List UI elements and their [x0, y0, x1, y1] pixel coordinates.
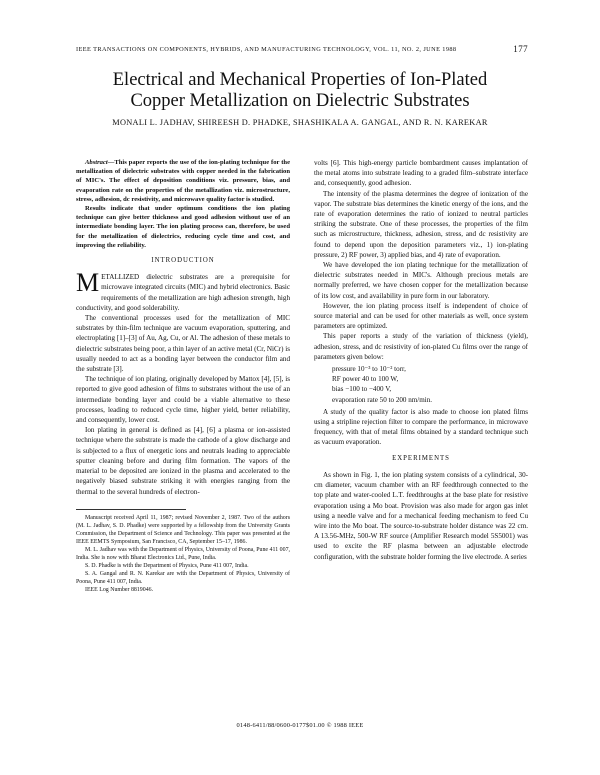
- parameter-item: bias −100 to −400 V,: [332, 385, 392, 394]
- abstract: [76, 158, 290, 250]
- abstract-text: This paper reports the use of the ion-plating technique for the metallization of dielectric substrates with copper needed in the fabrication of MIC's. The effect of deposition conditions viz. pressure, bias, and evaporation rate on the properties of the metallization viz. microstructure, stress, adhesion, dc resistivity, and microwave quality factor is studied.: [76, 159, 290, 203]
- author-list: MONALI L. JADHAV, SHIREESH D. PHADKE, SHASHIKALA A. GANGAL, AND R. N. KAREKAR: [112, 118, 488, 127]
- copyright-footer: 0148-6411/88/0600-0177$01.00 © 1988 IEEE: [236, 722, 364, 729]
- footnote: Manuscript received April 11, 1987; revised November 2, 1987. Two of the authors (M. L. Jadhav, S. D. Phadke) were supported by a fellowship from the University Grants Commission, the Department of Science and Technology. This paper was presented at the IEEE EEMTS Symposium, San Francisco, CA, September 15–17, 1986.: [76, 514, 290, 545]
- parameter-item: evaporation rate 50 to 200 nm/min.: [332, 395, 433, 404]
- right-paragraph-2: The intensity of the plasma determines the degree of ionization of the vapor. The substrate bias determines the kinetic energy of the ions, and the rate of evaporation determines the ratio of ionized to neutral particles striking the substrate. One of these processes, the properties of the film such as microstructure, thickness, adhesion, stress, and dc resistivity are found to depend upon the deposition parameters viz., 1) ion-plating pressure, 2) RF power, 3) applied bias, and 4) rate of evaporation.: [314, 189, 528, 259]
- abstract-text-2: Results indicate that under optimum conditions the ion plating technique can give better thickness and good adhesion without use of an intermediate bonding layer. The ion plating process can, therefore, be used for the metallization of dielectrics, reducing cycle time and cost, and improving the reliability.: [76, 205, 290, 249]
- intro-paragraph-2: The conventional processes used for the metallization of MIC substrates by thin-film technique are vacuum evaporation, sputtering, and electroplating [1]–[3] of Au, Ag, Cu, or Al. The adhesion of these metals to dielectric substrates being poor, a thin layer of an active metal (Cr, NiCr) is usually needed to act as a bonding layer between the conductor film and the substrate [3].: [76, 314, 290, 374]
- footnote: S. D. Phadke is with the Department of Physics, Pune 411 007, India.: [85, 562, 249, 569]
- right-column: [314, 158, 528, 562]
- footnote: IEEE Log Number 8819046.: [85, 586, 154, 593]
- running-header: [76, 44, 528, 56]
- parameter-list: [314, 364, 528, 405]
- footnotes: [76, 514, 290, 594]
- parameter-item: pressure 10⁻³ to 10⁻² torr,: [332, 365, 406, 374]
- experiments-paragraph-1: As shown in Fig. 1, the ion plating system consists of a cylindrical, 30-cm diameter, vacuum chamber with an RF feedthrough connected to the top plate and water-cooled L.T. feedthroughs at the base plate for resistive evaporation using a Mo boat. Provision was also made for argon gas inlet using a needle valve and for a mechanical feeding mechanism to feed Cu wire into the Mo boat. The source-to-substrate holder distance was 22 cm. A 13.56-MHz, 500-W RF source (Amplifier Research model 5S5001) was used to excite the RF plasma between an adjustable electrode configuration, with the substrate holder forming the live electrode. A series: [314, 470, 528, 561]
- intro-paragraph-1: METALLIZED dielectric substrates are a prerequisite for microwave integrated circuits (MIC) and hybrid electronics. Basic requirements of the metallization are high adhesion strength, high conductivity, and good solderability.: [76, 268, 290, 312]
- right-paragraph-6: A study of the quality factor is also made to choose ion plated films using a stripline rejection filter to compare the performance, in microwave frequency, with that of metal films obtained by a standard technique such as vacuum evaporation.: [314, 407, 528, 447]
- footnote: M. L. Jadhav was with the Department of Physics, University of Poona, Pune 411 007, India. She is now with Bharat Electronics Ltd., Pune, India.: [76, 546, 290, 561]
- right-paragraph-5: This paper reports a study of the variation of thickness (yield), adhesion, stress, and dc resistivity of ion-plated Cu films over the range of parameters given below:: [314, 332, 528, 361]
- paper-title: [60, 70, 540, 112]
- intro-paragraph-4: Ion plating in general is defined as [4], [6] a plasma or ion-assisted technique where the substrate is made the cathode of a glow discharge and is subjected to a flux of energetic ions and neutrals leading to appreciable sputter cleaning before and during film formation. The vapors of the material to be deposited are ionized in the plasma and accelerated to the negatively biased substrate striking it with energies ranging from the thermal to the several hundreds of electron-: [76, 426, 290, 496]
- intro-paragraph-3: The technique of ion plating, originally developed by Mattox [4], [5], is reported to give good adhesion of films to substrates without the use of an intermediate bonding layer and could be a viable alternative to these processes, leading to reduced cycle time, higher yield, better reliability, and consequently, lower cost.: [76, 375, 290, 425]
- drop-cap: M: [76, 268, 100, 298]
- section-heading-experiments: EXPERIMENTS: [392, 454, 450, 462]
- right-paragraph-3: We have developed the ion plating technique for the metallization of dielectric substrates needed in MIC's. Although precious metals are normally preferred, we have chosen copper for the metallization because of its low cost, and availability in pure form in our laboratory.: [314, 261, 528, 300]
- journal-name: IEEE TRANSACTIONS ON COMPONENTS, HYBRIDS, AND MANUFACTURING TECHNOLOGY, VOL. 11, NO. 2, JUNE 1988: [76, 46, 457, 53]
- page-number: 177: [513, 44, 528, 54]
- section-heading-introduction: INTRODUCTION: [151, 257, 215, 265]
- left-column: [76, 158, 290, 594]
- right-paragraph-4: However, the ion plating process itself is independent of choice of source material and can be used for other materials as well, once system parameters are optimized.: [314, 301, 528, 331]
- right-paragraph-1: volts [6]. This high-energy particle bombardment causes implantation of the metal atoms into substrate leading to a graded film–substrate interface and, consequently, good adhesion.: [314, 159, 528, 188]
- footnote: S. A. Gangal and R. N. Karekar are with the Department of Physics, University of Poona, Pune 411 007, India.: [76, 570, 290, 585]
- parameter-item: RF power 40 to 100 W,: [332, 375, 399, 384]
- footnote-rule: [76, 509, 186, 510]
- abstract-label: Abstract—: [85, 159, 115, 166]
- title-line-2: Copper Metallization on Dielectric Substrates: [130, 91, 470, 111]
- title-line-1: Electrical and Mechanical Properties of Ion-Plated: [112, 70, 488, 90]
